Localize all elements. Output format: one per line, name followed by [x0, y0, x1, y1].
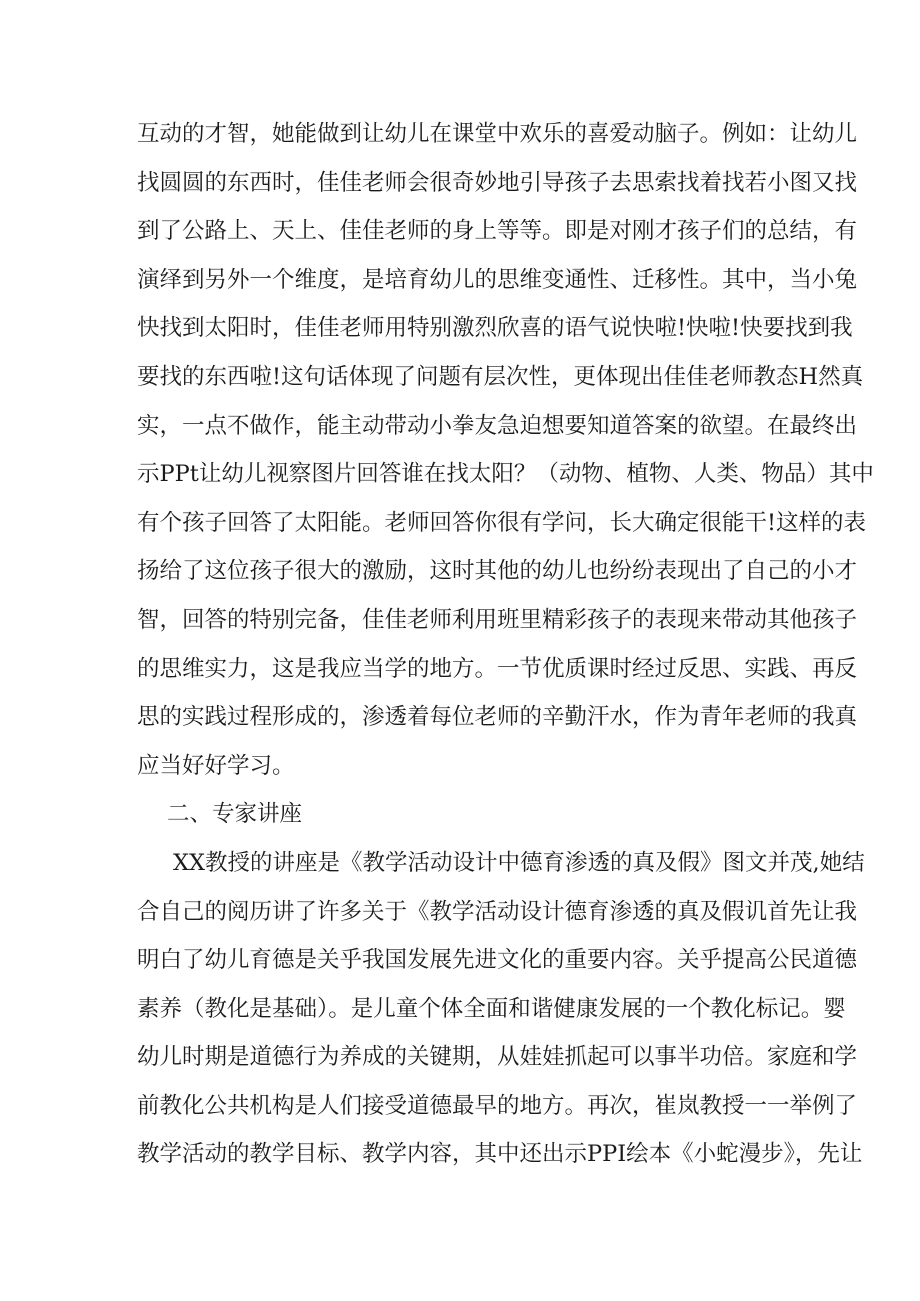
text-line: 思的实践过程形成的，渗透着每位老师的辛勤汗水，作为青年老师的我真 — [137, 704, 858, 731]
text-line: 教学活动的教学目标、教学内容，其中还出示PPI绘本《小蛇漫步》，先让 — [137, 1141, 863, 1168]
text-line: 实，一点不做作，能主动带动小拳友急迫想要知道答案的欲望。在最终出 — [137, 412, 858, 439]
text-line: 明白了幼儿育德是关乎我国发展先进文化的重要内容。关乎提高公民道德 — [137, 947, 858, 974]
text-line: 找圆圆的东西时，佳佳老师会很奇妙地引导孩子去思索找着找若小图又找 — [137, 169, 858, 196]
text-line: 智，回答的特别完备，佳佳老师利用班里精彩孩子的表现来带动其他孩子 — [137, 606, 858, 633]
text-line: XX教授的讲座是《教学活动设计中德育渗透的真及假》图文并茂,她结 — [173, 849, 865, 876]
text-line: 应当好好学习。 — [137, 752, 295, 779]
section-heading: 二、专家讲座 — [167, 801, 303, 828]
text-line: 互动的才智，她能做到让幼儿在课堂中欢乐的喜爱动脑子。例如：让幼儿 — [137, 121, 858, 147]
text-line: 快找到太阳时，佳佳老师用特别激烈欣喜的语气说快啦!快啦!快要找到我 — [137, 315, 853, 342]
text-line: 有个孩子回答了太阳能。老师回答你很有学问，长大确定很能干!这样的表 — [137, 509, 867, 536]
text-line: 扬给了这位孩子很大的激励，这时其他的幼儿也纷纷表现出了自己的小才 — [137, 558, 858, 585]
text-line: 素养（教化是基础）。是儿童个体全面和谐健康发展的一个教化标记。婴 — [137, 995, 846, 1022]
document-body — [137, 110, 874, 1179]
text-line: 到了公路上、天上、佳佳老师的身上等等。即是对刚才孩子们的总结，有 — [137, 218, 858, 245]
paragraph-1 — [137, 110, 874, 790]
text-line: 演绎到另外一个维度，是培育幼儿的思维变通性、迁移性。其中，当小兔 — [137, 266, 858, 293]
text-line: 的思维实力，这是我应当学的地方。一节优质课时经过反思、实践、再反 — [137, 655, 858, 682]
text-line: 示PPt让幼儿视察图片回答谁在找太阳？（动物、植物、人类、物品）其中 — [137, 461, 874, 488]
paragraph-2 — [137, 839, 865, 1179]
text-line: 前教化公共机构是人们接受道德最早的地方。再次，崔岚教授一一举例了 — [137, 1092, 858, 1119]
text-line: 合自己的阅历讲了许多关于《教学活动设计德育渗透的真及假讥首先让我 — [137, 898, 858, 925]
text-line: 要找的东西啦!这句话体现了问题有层次性，更体现出佳佳老师教态H然真 — [137, 363, 864, 390]
text-line: 幼儿时期是道德行为养成的关键期，从娃娃抓起可以事半功倍。家庭和学 — [137, 1044, 858, 1071]
